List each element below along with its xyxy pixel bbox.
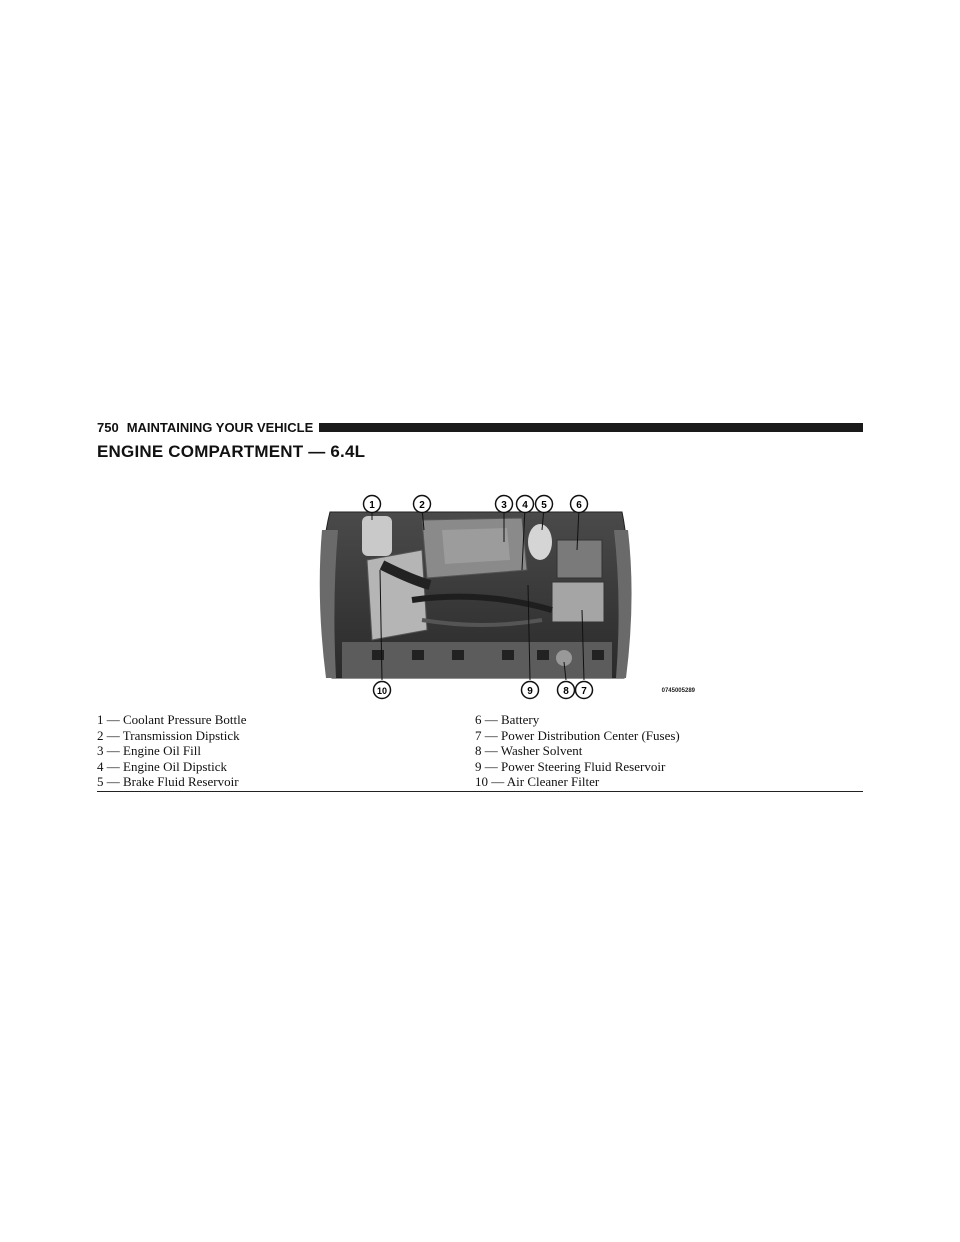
legend-item-1: 1 — Coolant Pressure Bottle	[97, 712, 247, 727]
callout-9-label: 9	[527, 686, 533, 697]
callout-7	[574, 680, 594, 700]
legend-item-3: 3 — Engine Oil Fill	[97, 743, 201, 758]
page-title: ENGINE COMPARTMENT — 6.4L	[97, 442, 366, 461]
legend-rule	[97, 791, 863, 792]
legend-item-2: 2 — Transmission Dipstick	[97, 727, 240, 743]
legend-item-7: 7 — Power Distribution Center (Fuses)	[475, 727, 680, 743]
callout-4-label: 4	[522, 500, 528, 511]
legend-item-10: 10 — Air Cleaner Filter	[475, 774, 600, 789]
callout-8-label: 8	[563, 686, 569, 697]
callout-5	[534, 494, 554, 514]
figure-code: 0745005289	[661, 688, 695, 694]
callout-6-label: 6	[576, 500, 582, 511]
callout-2-label: 2	[419, 500, 425, 511]
callout-8	[556, 680, 576, 700]
running-header	[97, 419, 863, 435]
callout-1	[362, 494, 382, 514]
callout-10	[372, 680, 392, 700]
legend-item-6: 6 — Battery	[475, 712, 540, 727]
legend-item-5: 5 — Brake Fluid Reservoir	[97, 774, 239, 789]
callout-7-label: 7	[581, 686, 587, 697]
legend	[97, 712, 863, 790]
callout-4	[515, 494, 535, 514]
engine-compartment-figure	[312, 490, 697, 700]
page-number: 750	[97, 419, 119, 435]
section-name: MAINTAINING YOUR VEHICLE	[126, 419, 314, 435]
header-rule	[319, 423, 863, 432]
callout-1-label: 1	[369, 500, 375, 511]
engine-illustration	[312, 490, 697, 700]
legend-item-4: 4 — Engine Oil Dipstick	[97, 758, 227, 774]
callout-3	[494, 494, 514, 514]
callout-9	[520, 680, 540, 700]
callout-6	[569, 494, 589, 514]
callout-2	[412, 494, 432, 514]
callout-5-label: 5	[541, 500, 547, 511]
legend-item-8: 8 — Washer Solvent	[475, 743, 583, 758]
legend-item-9: 9 — Power Steering Fluid Reservoir	[475, 758, 666, 774]
callout-3-label: 3	[501, 500, 507, 511]
callout-10-label: 10	[376, 686, 388, 696]
